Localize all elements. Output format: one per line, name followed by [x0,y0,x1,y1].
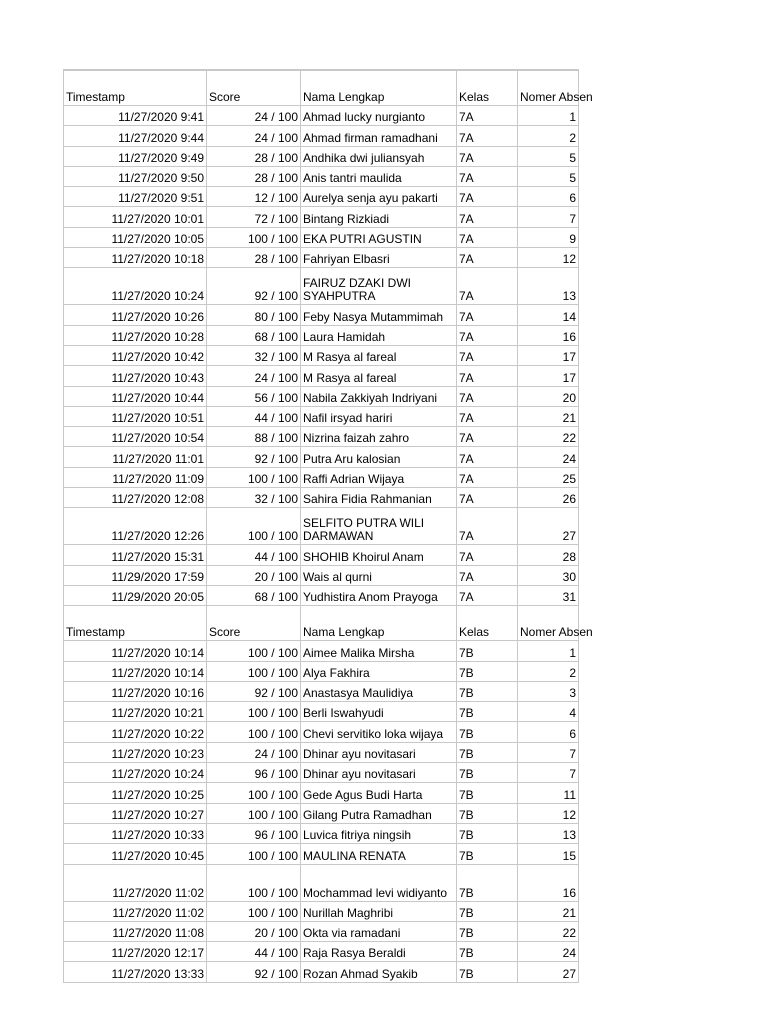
table-row [64,345,579,365]
kelas-cell[interactable]: 7B [457,844,518,864]
name-cell[interactable]: Chevi servitiko loka wijaya [301,722,457,742]
kelas-cell[interactable]: 7A [457,345,518,365]
score-cell[interactable]: 44 / 100 [207,545,301,565]
table-row [64,641,579,661]
score-cell[interactable]: 100 / 100 [207,467,301,487]
absen-cell[interactable]: 21 [518,406,579,426]
kelas-cell[interactable]: 7A [457,386,518,406]
absen-cell[interactable]: 6 [518,722,579,742]
kelas-cell[interactable]: 7A [457,488,518,508]
timestamp-cell[interactable]: 11/27/2020 10:24 [64,268,207,305]
name-cell[interactable]: EKA PUTRI AGUSTIN [301,227,457,247]
kelas-cell[interactable]: 7A [457,305,518,325]
header-kelas[interactable]: Kelas [457,70,518,106]
header-absen[interactable]: Nomer Absen [518,606,579,641]
absen-cell[interactable]: 21 [518,901,579,921]
kelas-cell[interactable]: 7A [457,106,518,126]
timestamp-cell[interactable]: 11/27/2020 10:22 [64,722,207,742]
header-timestamp[interactable]: Timestamp [64,606,207,641]
absen-cell[interactable]: 5 [518,166,579,186]
timestamp-cell[interactable]: 11/27/2020 10:16 [64,681,207,701]
name-cell[interactable]: Ahmad lucky nurgianto [301,106,457,126]
name-cell[interactable]: Mochammad levi widiyanto [301,864,457,901]
kelas-cell[interactable]: 7B [457,901,518,921]
name-cell[interactable]: Berli Iswahyudi [301,702,457,722]
timestamp-cell[interactable]: 11/27/2020 9:51 [64,187,207,207]
score-cell[interactable]: 96 / 100 [207,763,301,783]
timestamp-cell[interactable]: 11/27/2020 11:09 [64,467,207,487]
table-row [64,146,579,166]
kelas-cell[interactable]: 7B [457,942,518,962]
score-cell[interactable]: 100 / 100 [207,783,301,803]
name-cell[interactable]: Yudhistira Anom Prayoga [301,585,457,605]
timestamp-cell[interactable]: 11/27/2020 9:44 [64,126,207,146]
name-cell[interactable]: MAULINA RENATA [301,844,457,864]
absen-cell[interactable]: 26 [518,488,579,508]
score-table [63,69,593,983]
score-cell[interactable]: 100 / 100 [207,508,301,545]
name-cell[interactable]: Okta via ramadani [301,921,457,941]
absen-cell[interactable]: 11 [518,783,579,803]
score-cell[interactable]: 96 / 100 [207,823,301,843]
score-cell[interactable]: 56 / 100 [207,386,301,406]
timestamp-cell[interactable]: 11/27/2020 9:49 [64,146,207,166]
name-cell[interactable]: Luvica fitriya ningsih [301,823,457,843]
table-row [64,447,579,467]
kelas-cell[interactable]: 7B [457,702,518,722]
score-cell[interactable]: 24 / 100 [207,366,301,386]
kelas-cell[interactable]: 7A [457,268,518,305]
table-row [64,803,579,823]
table-row [64,921,579,941]
name-cell[interactable]: Raffi Adrian Wijaya [301,467,457,487]
header-name[interactable]: Nama Lengkap [301,606,457,641]
timestamp-cell[interactable]: 11/27/2020 10:27 [64,803,207,823]
absen-cell[interactable]: 2 [518,126,579,146]
score-cell[interactable]: 100 / 100 [207,227,301,247]
table-row [64,406,579,426]
name-cell[interactable]: Dhinar ayu novitasari [301,763,457,783]
timestamp-cell[interactable]: 11/27/2020 11:02 [64,864,207,901]
score-cell[interactable]: 68 / 100 [207,585,301,605]
name-cell[interactable]: Gilang Putra Ramadhan [301,803,457,823]
table-row [64,187,579,207]
absen-cell[interactable]: 14 [518,305,579,325]
absen-cell[interactable]: 13 [518,268,579,305]
spreadsheet [63,69,593,983]
timestamp-cell[interactable]: 11/27/2020 10:43 [64,366,207,386]
header-score[interactable]: Score [207,70,301,106]
score-cell[interactable]: 32 / 100 [207,488,301,508]
kelas-cell[interactable]: 7A [457,207,518,227]
timestamp-cell[interactable]: 11/29/2020 17:59 [64,565,207,585]
absen-cell[interactable]: 31 [518,585,579,605]
absen-cell[interactable]: 9 [518,227,579,247]
name-cell[interactable]: Rozan Ahmad Syakib [301,962,457,982]
kelas-cell[interactable]: 7A [457,447,518,467]
score-cell[interactable]: 100 / 100 [207,844,301,864]
timestamp-cell[interactable]: 11/27/2020 10:18 [64,248,207,268]
header-score[interactable]: Score [207,606,301,641]
kelas-cell[interactable]: 7A [457,227,518,247]
header-name[interactable]: Nama Lengkap [301,70,457,106]
absen-cell[interactable]: 12 [518,248,579,268]
table-row [64,702,579,722]
table-row [64,545,579,565]
timestamp-cell[interactable]: 11/27/2020 10:23 [64,742,207,762]
absen-cell[interactable]: 15 [518,844,579,864]
score-cell[interactable]: 100 / 100 [207,641,301,661]
score-cell[interactable]: 100 / 100 [207,901,301,921]
timestamp-cell[interactable]: 11/27/2020 10:14 [64,641,207,661]
kelas-cell[interactable]: 7A [457,565,518,585]
kelas-cell[interactable]: 7A [457,126,518,146]
table-row [64,962,579,982]
kelas-cell[interactable]: 7A [457,545,518,565]
kelas-cell[interactable]: 7A [457,406,518,426]
absen-cell[interactable]: 30 [518,565,579,585]
name-cell[interactable]: SELFITO PUTRA WILI DARMAWAN [301,508,457,545]
absen-cell[interactable]: 7 [518,207,579,227]
timestamp-cell[interactable]: 11/27/2020 12:17 [64,942,207,962]
kelas-cell[interactable]: 7B [457,921,518,941]
name-cell[interactable]: Nizrina faizah zahro [301,427,457,447]
absen-cell[interactable]: 22 [518,427,579,447]
absen-cell[interactable]: 27 [518,508,579,545]
score-cell[interactable]: 44 / 100 [207,406,301,426]
table-row [64,763,579,783]
timestamp-cell[interactable]: 11/27/2020 10:51 [64,406,207,426]
table-row [64,942,579,962]
name-cell[interactable]: Dhinar ayu novitasari [301,742,457,762]
absen-cell[interactable]: 6 [518,187,579,207]
kelas-cell[interactable]: 7A [457,146,518,166]
kelas-cell[interactable]: 7B [457,864,518,901]
name-cell[interactable]: Aimee Malika Mirsha [301,641,457,661]
table-row [64,585,579,605]
timestamp-cell[interactable]: 11/27/2020 10:05 [64,227,207,247]
timestamp-cell[interactable]: 11/27/2020 13:33 [64,962,207,982]
timestamp-cell[interactable]: 11/27/2020 12:26 [64,508,207,545]
name-cell[interactable]: Fahriyan Elbasri [301,248,457,268]
score-cell[interactable]: 100 / 100 [207,702,301,722]
score-cell[interactable]: 24 / 100 [207,742,301,762]
score-cell[interactable]: 100 / 100 [207,722,301,742]
score-cell[interactable]: 24 / 100 [207,126,301,146]
name-cell[interactable]: Feby Nasya Mutammimah [301,305,457,325]
table-row [64,901,579,921]
table-row [64,268,579,305]
kelas-cell[interactable]: 7A [457,427,518,447]
score-cell[interactable]: 80 / 100 [207,305,301,325]
table-row [64,386,579,406]
table-row [64,783,579,803]
kelas-cell[interactable]: 7B [457,681,518,701]
absen-cell[interactable]: 5 [518,146,579,166]
table-row [64,467,579,487]
header-timestamp[interactable]: Timestamp [64,70,207,106]
absen-cell[interactable]: 3 [518,681,579,701]
timestamp-cell[interactable]: 11/27/2020 9:50 [64,166,207,186]
timestamp-cell[interactable]: 11/27/2020 10:54 [64,427,207,447]
timestamp-cell[interactable]: 11/27/2020 10:26 [64,305,207,325]
kelas-cell[interactable]: 7B [457,742,518,762]
absen-cell[interactable]: 20 [518,386,579,406]
name-cell[interactable]: M Rasya al fareal [301,366,457,386]
timestamp-cell[interactable]: 11/27/2020 11:08 [64,921,207,941]
timestamp-cell[interactable]: 11/27/2020 11:02 [64,901,207,921]
kelas-cell[interactable]: 7B [457,661,518,681]
timestamp-cell[interactable]: 11/29/2020 20:05 [64,585,207,605]
kelas-cell[interactable]: 7A [457,366,518,386]
table-row [64,742,579,762]
name-cell[interactable]: Anis tantri maulida [301,166,457,186]
score-cell[interactable]: 92 / 100 [207,268,301,305]
kelas-cell[interactable]: 7B [457,722,518,742]
timestamp-cell[interactable]: 11/27/2020 10:28 [64,325,207,345]
table-row [64,661,579,681]
timestamp-cell[interactable]: 11/27/2020 10:44 [64,386,207,406]
name-cell[interactable]: Sahira Fidia Rahmanian [301,488,457,508]
absen-cell[interactable]: 17 [518,366,579,386]
absen-cell[interactable]: 4 [518,702,579,722]
table-row [64,844,579,864]
score-cell[interactable]: 44 / 100 [207,942,301,962]
name-cell[interactable]: Wais al qurni [301,565,457,585]
name-cell[interactable]: Aurelya senja ayu pakarti [301,187,457,207]
absen-cell[interactable]: 2 [518,661,579,681]
timestamp-cell[interactable]: 11/27/2020 10:25 [64,783,207,803]
name-cell[interactable]: M Rasya al fareal [301,345,457,365]
table-row [64,325,579,345]
kelas-cell[interactable]: 7A [457,467,518,487]
kelas-cell[interactable]: 7A [457,166,518,186]
timestamp-cell[interactable]: 11/27/2020 10:45 [64,844,207,864]
score-cell[interactable]: 100 / 100 [207,803,301,823]
kelas-cell[interactable]: 7B [457,763,518,783]
table-row [64,207,579,227]
table-row [64,565,579,585]
name-cell[interactable]: Laura Hamidah [301,325,457,345]
timestamp-cell[interactable]: 11/27/2020 10:42 [64,345,207,365]
table-row [64,427,579,447]
score-cell[interactable]: 88 / 100 [207,427,301,447]
kelas-cell[interactable]: 7B [457,803,518,823]
header-row [64,606,579,641]
name-cell[interactable]: Alya Fakhira [301,661,457,681]
score-cell[interactable]: 92 / 100 [207,681,301,701]
score-cell[interactable]: 68 / 100 [207,325,301,345]
table-row [64,106,579,126]
absen-cell[interactable]: 12 [518,803,579,823]
score-cell[interactable]: 92 / 100 [207,962,301,982]
kelas-cell[interactable]: 7A [457,585,518,605]
table-row [64,248,579,268]
table-row [64,864,579,901]
name-cell[interactable]: Gede Agus Budi Harta [301,783,457,803]
kelas-cell[interactable]: 7B [457,962,518,982]
name-cell[interactable]: Nabila Zakkiyah Indriyani [301,386,457,406]
name-cell[interactable]: Ahmad firman ramadhani [301,126,457,146]
score-cell[interactable]: 28 / 100 [207,166,301,186]
absen-cell[interactable]: 24 [518,447,579,467]
timestamp-cell[interactable]: 11/27/2020 12:08 [64,488,207,508]
score-cell[interactable]: 92 / 100 [207,447,301,467]
table-row [64,166,579,186]
name-cell[interactable]: Raja Rasya Beraldi [301,942,457,962]
timestamp-cell[interactable]: 11/27/2020 15:31 [64,545,207,565]
absen-cell[interactable]: 13 [518,823,579,843]
score-cell[interactable]: 32 / 100 [207,345,301,365]
absen-cell[interactable]: 1 [518,106,579,126]
name-cell[interactable]: SHOHIB Khoirul Anam [301,545,457,565]
absen-cell[interactable]: 28 [518,545,579,565]
score-cell[interactable]: 28 / 100 [207,248,301,268]
absen-cell[interactable]: 27 [518,962,579,982]
timestamp-cell[interactable]: 11/27/2020 11:01 [64,447,207,467]
table-row [64,722,579,742]
name-cell[interactable]: Putra Aru kalosian [301,447,457,467]
kelas-cell[interactable]: 7B [457,641,518,661]
table-row [64,681,579,701]
absen-cell[interactable]: 24 [518,942,579,962]
score-cell[interactable]: 100 / 100 [207,864,301,901]
kelas-cell[interactable]: 7A [457,325,518,345]
timestamp-cell[interactable]: 11/27/2020 10:24 [64,763,207,783]
table-row [64,305,579,325]
kelas-cell[interactable]: 7A [457,508,518,545]
header-row [64,70,579,106]
table-row [64,508,579,545]
timestamp-cell[interactable]: 11/27/2020 10:01 [64,207,207,227]
kelas-cell[interactable]: 7A [457,187,518,207]
score-table-body [64,70,593,982]
absen-cell[interactable]: 16 [518,325,579,345]
score-cell[interactable]: 100 / 100 [207,661,301,681]
name-cell[interactable]: FAIRUZ DZAKI DWI SYAHPUTRA [301,268,457,305]
absen-cell[interactable]: 16 [518,864,579,901]
table-row [64,488,579,508]
absen-cell[interactable]: 7 [518,763,579,783]
score-cell[interactable]: 12 / 100 [207,187,301,207]
name-cell[interactable]: Bintang Rizkiadi [301,207,457,227]
header-absen[interactable]: Nomer Absen [518,70,579,106]
score-cell[interactable]: 24 / 100 [207,106,301,126]
score-cell[interactable]: 20 / 100 [207,921,301,941]
kelas-cell[interactable]: 7B [457,823,518,843]
timestamp-cell[interactable]: 11/27/2020 10:14 [64,661,207,681]
header-kelas[interactable]: Kelas [457,606,518,641]
score-cell[interactable]: 20 / 100 [207,565,301,585]
timestamp-cell[interactable]: 11/27/2020 10:33 [64,823,207,843]
absen-cell[interactable]: 7 [518,742,579,762]
kelas-cell[interactable]: 7B [457,783,518,803]
name-cell[interactable]: Nafil irsyad hariri [301,406,457,426]
name-cell[interactable]: Nurillah Maghribi [301,901,457,921]
absen-cell[interactable]: 25 [518,467,579,487]
table-row [64,227,579,247]
table-row [64,366,579,386]
absen-cell[interactable]: 22 [518,921,579,941]
table-row [64,823,579,843]
absen-cell[interactable]: 1 [518,641,579,661]
name-cell[interactable]: Anastasya Maulidiya [301,681,457,701]
score-cell[interactable]: 72 / 100 [207,207,301,227]
kelas-cell[interactable]: 7A [457,248,518,268]
table-row [64,126,579,146]
timestamp-cell[interactable]: 11/27/2020 10:21 [64,702,207,722]
timestamp-cell[interactable]: 11/27/2020 9:41 [64,106,207,126]
name-cell[interactable]: Andhika dwi juliansyah [301,146,457,166]
absen-cell[interactable]: 17 [518,345,579,365]
score-cell[interactable]: 28 / 100 [207,146,301,166]
